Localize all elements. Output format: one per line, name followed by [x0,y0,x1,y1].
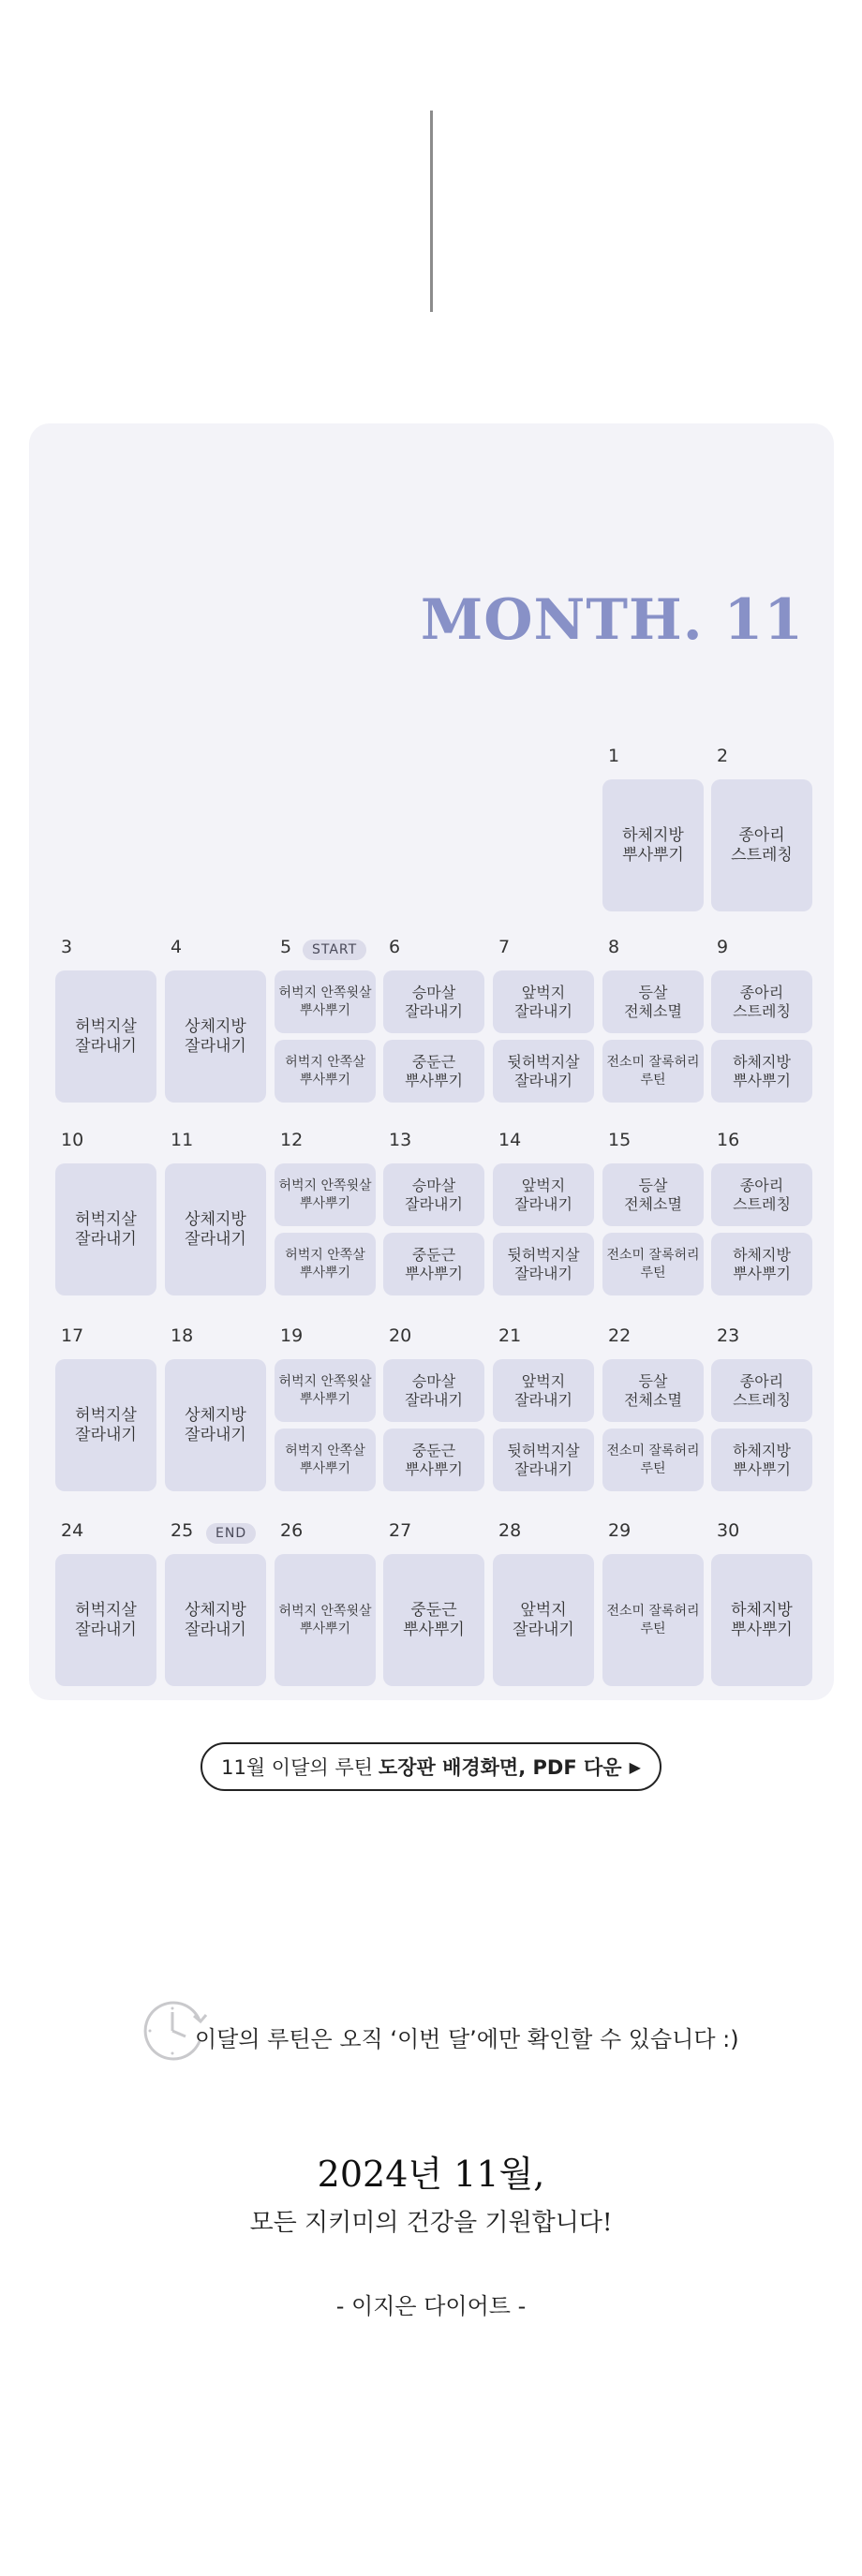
day-number: 8 [608,937,620,957]
routine-cell: 중둔근 뿌사뿌기 [383,1429,484,1491]
routine-cell: 허벅지 안쪽윗살 뿌사뿌기 [275,1359,376,1422]
routine-cell: 상체지방 잘라내기 [165,1554,266,1686]
day-header-3 [55,931,156,969]
day-header-6 [383,931,484,969]
download-pdf-button[interactable] [201,1742,661,1791]
day-number: 21 [498,1325,522,1346]
day-header-14 [493,1124,594,1162]
routine-cell: 뒷허벅지살 잘라내기 [493,1040,594,1103]
day-number: 30 [717,1520,740,1541]
routine-cell: 승마살 잘라내기 [383,1163,484,1226]
day-header-12 [275,1124,376,1162]
day-header-9 [711,931,812,969]
day-number: 13 [389,1130,412,1150]
routine-cell: 종아리 스트레칭 [711,1359,812,1422]
day-header-24 [55,1515,156,1552]
routine-cell: 앞벅지 잘라내기 [493,1163,594,1226]
day-number: 20 [389,1325,412,1346]
signature: - 이지은 다이어트 - [335,2293,527,2319]
day-number: 5 [280,937,292,957]
routine-cell: 허벅지살 잘라내기 [55,1163,156,1295]
day-number: 23 [717,1325,740,1346]
day-number: 4 [171,937,183,957]
play-arrow-icon: ▶ [629,1757,641,1776]
day-header-15 [602,1124,704,1162]
end-badge: END [206,1523,256,1544]
day-number: 18 [171,1325,194,1346]
routine-cell: 허벅지살 잘라내기 [55,970,156,1103]
day-header-10 [55,1124,156,1162]
day-number: 7 [498,937,511,957]
routine-cell: 전소미 잘록허리 루틴 [602,1233,704,1295]
routine-cell: 허벅지 안쪽살 뿌사뿌기 [275,1040,376,1103]
routine-cell: 승마살 잘라내기 [383,1359,484,1422]
start-badge: START [303,940,366,960]
routine-cell: 전소미 잘록허리 루틴 [602,1554,704,1686]
day-number: 24 [61,1520,84,1541]
day-header-16 [711,1124,812,1162]
routine-cell: 앞벅지 잘라내기 [493,1554,594,1686]
routine-cell: 허벅지 안쪽윗살 뿌사뿌기 [275,1163,376,1226]
day-number: 16 [717,1130,740,1150]
routine-cell: 승마살 잘라내기 [383,970,484,1033]
day-header-20 [383,1320,484,1357]
day-number: 10 [61,1130,84,1150]
day-number: 1 [608,746,620,766]
day-header-4 [165,931,266,969]
day-number: 22 [608,1325,632,1346]
routine-cell: 허벅지 안쪽살 뿌사뿌기 [275,1233,376,1295]
day-number: 11 [171,1130,194,1150]
day-number: 15 [608,1130,632,1150]
day-header-1 [602,740,704,777]
routine-cell: 종아리 스트레칭 [711,779,812,911]
day-header-13 [383,1124,484,1162]
day-header-5 [275,931,376,969]
notice-text: 이달의 루틴은 오직 ‘이번 달’에만 확인할 수 있습니다 :) [195,2026,739,2052]
day-number: 25 [171,1520,194,1541]
day-number: 2 [717,746,729,766]
divider-line [430,111,433,312]
routine-cell: 하체지방 뿌사뿌기 [711,1233,812,1295]
routine-cell: 앞벅지 잘라내기 [493,1359,594,1422]
routine-cell: 앞벅지 잘라내기 [493,970,594,1033]
routine-cell: 중둔근 뿌사뿌기 [383,1233,484,1295]
routine-cell: 하체지방 뿌사뿌기 [602,779,704,911]
download-button-prefix: 11월 이달의 루틴 [221,1756,373,1779]
download-button-label: 도장판 배경화면, PDF 다운 [378,1756,622,1779]
day-header-19 [275,1320,376,1357]
routine-cell: 중둔근 뿌사뿌기 [383,1554,484,1686]
day-header-25 [165,1515,266,1552]
day-number: 6 [389,937,401,957]
routine-cell: 전소미 잘록허리 루틴 [602,1040,704,1103]
day-number: 27 [389,1520,412,1541]
day-header-23 [711,1320,812,1357]
day-header-27 [383,1515,484,1552]
day-header-17 [55,1320,156,1357]
routine-cell: 등살 전체소멸 [602,1163,704,1226]
routine-cell: 종아리 스트레칭 [711,1163,812,1226]
routine-cell: 허벅지 안쪽윗살 뿌사뿌기 [275,1554,376,1686]
routine-cell: 상체지방 잘라내기 [165,1359,266,1491]
routine-cell: 허벅지살 잘라내기 [55,1359,156,1491]
day-number: 3 [61,937,73,957]
closing-title: 2024년 11월, [317,2154,545,2195]
day-header-21 [493,1320,594,1357]
day-number: 28 [498,1520,522,1541]
day-number: 9 [717,937,729,957]
month-title: MONTH. 11 [420,587,804,653]
day-header-28 [493,1515,594,1552]
routine-cell: 종아리 스트레칭 [711,970,812,1033]
day-number: 17 [61,1325,84,1346]
day-header-2 [711,740,812,777]
day-number: 29 [608,1520,632,1541]
routine-cell: 허벅지 안쪽살 뿌사뿌기 [275,1429,376,1491]
closing-subtitle: 모든 지키미의 건강을 기원합니다! [249,2209,613,2237]
day-header-26 [275,1515,376,1552]
day-header-22 [602,1320,704,1357]
routine-cell: 하체지방 뿌사뿌기 [711,1429,812,1491]
routine-cell: 뒷허벅지살 잘라내기 [493,1233,594,1295]
routine-cell: 허벅지살 잘라내기 [55,1554,156,1686]
day-number: 12 [280,1130,304,1150]
day-header-29 [602,1515,704,1552]
routine-cell: 뒷허벅지살 잘라내기 [493,1429,594,1491]
day-number: 19 [280,1325,304,1346]
day-number: 26 [280,1520,304,1541]
routine-cell: 중둔근 뿌사뿌기 [383,1040,484,1103]
day-header-30 [711,1515,812,1552]
routine-cell: 하체지방 뿌사뿌기 [711,1040,812,1103]
routine-cell: 상체지방 잘라내기 [165,970,266,1103]
routine-cell: 상체지방 잘라내기 [165,1163,266,1295]
routine-cell: 허벅지 안쪽윗살 뿌사뿌기 [275,970,376,1033]
day-header-11 [165,1124,266,1162]
routine-cell: 하체지방 뿌사뿌기 [711,1554,812,1686]
routine-cell: 등살 전체소멸 [602,1359,704,1422]
routine-cell: 등살 전체소멸 [602,970,704,1033]
day-header-7 [493,931,594,969]
day-number: 14 [498,1130,522,1150]
calendar-panel [29,423,834,1700]
day-header-8 [602,931,704,969]
day-header-18 [165,1320,266,1357]
routine-cell: 전소미 잘록허리 루틴 [602,1429,704,1491]
